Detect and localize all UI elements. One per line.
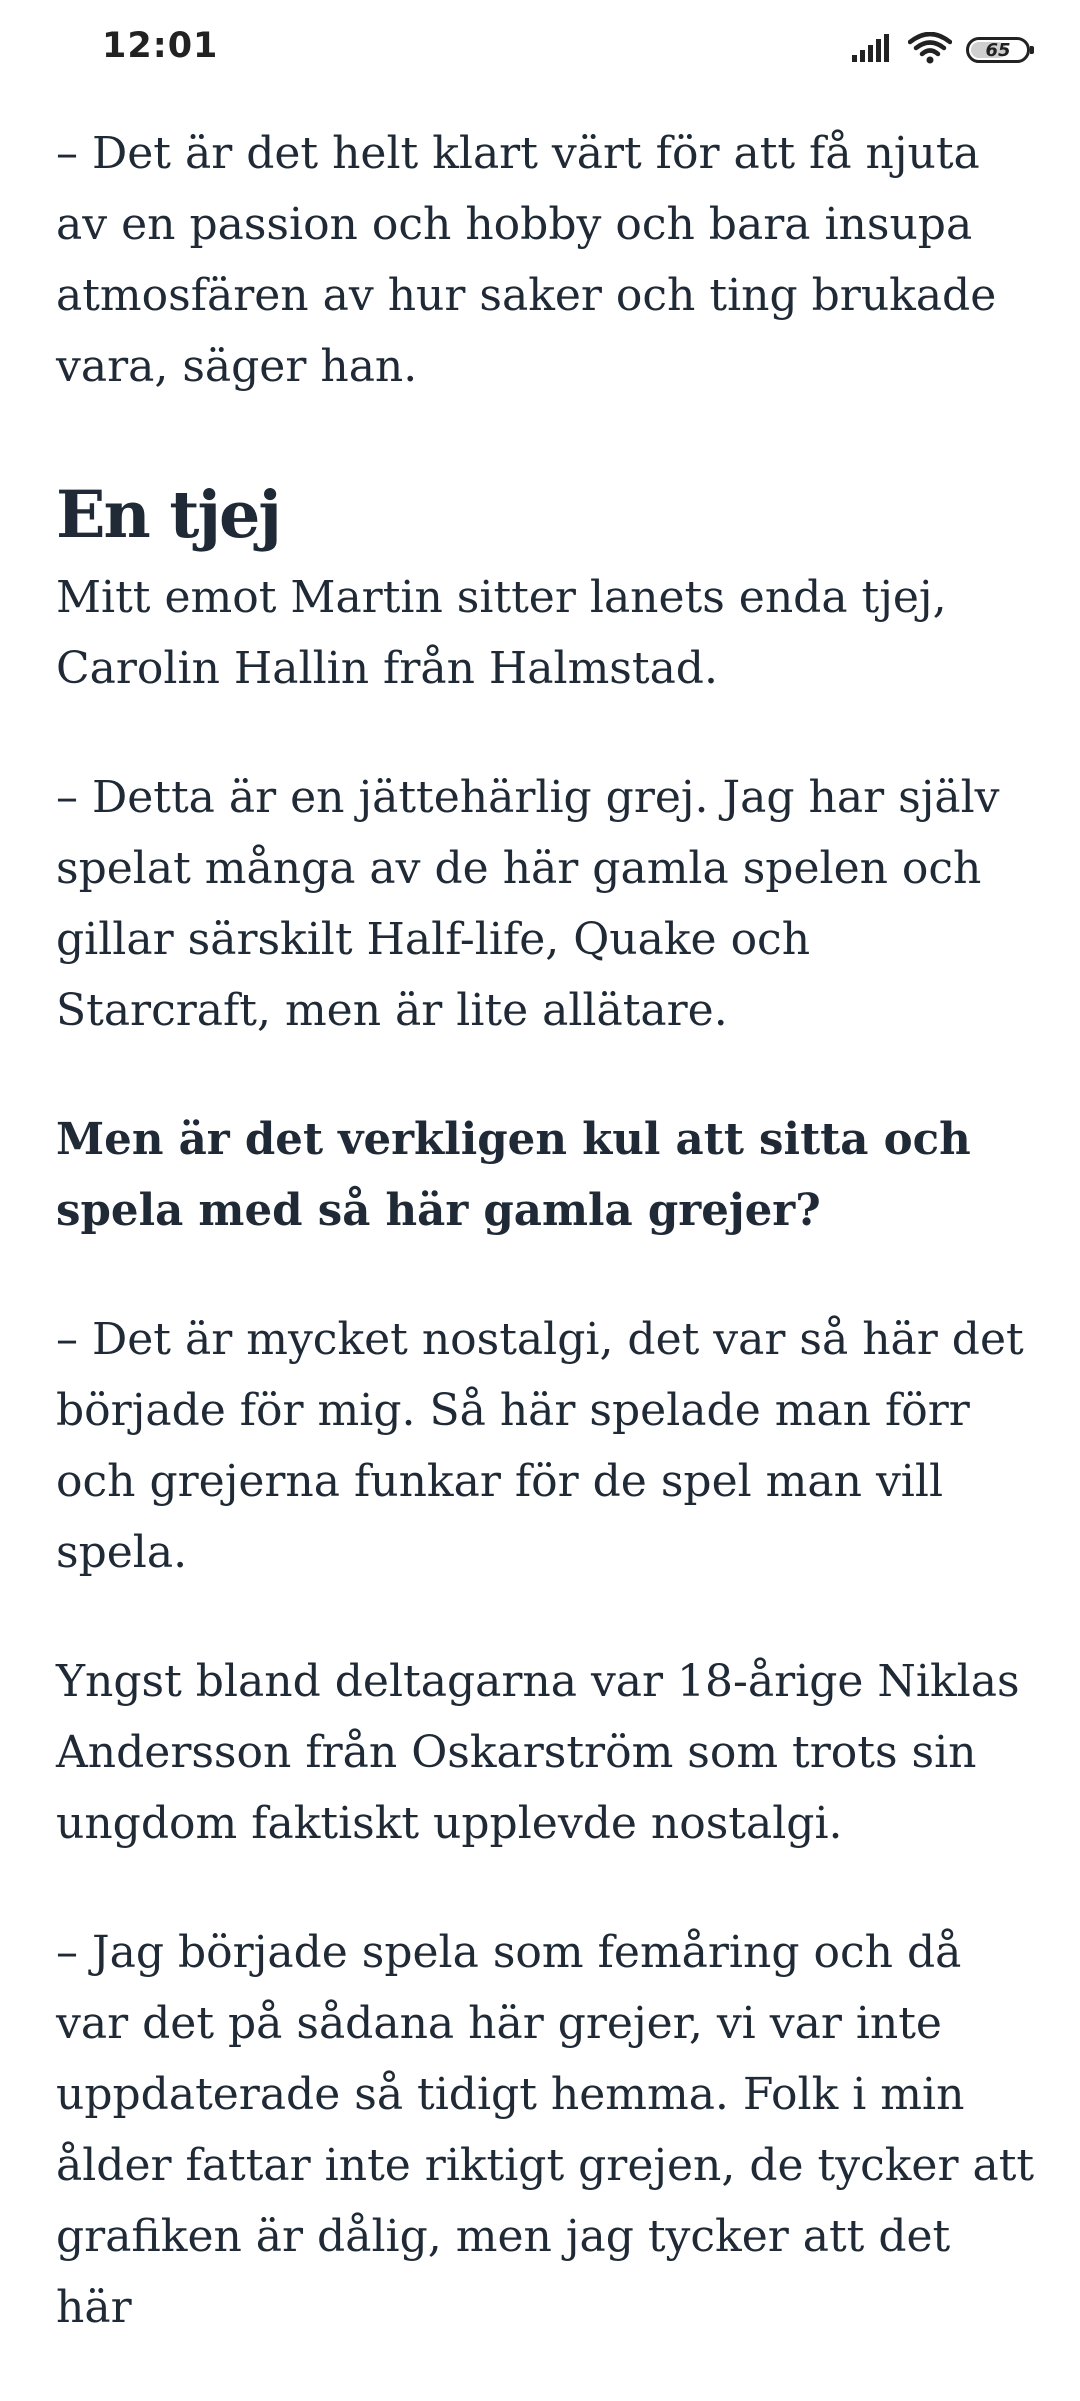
signal-icon: [850, 33, 894, 67]
article-paragraph: – Detta är en jättehärlig grej. Jag har själv spelat många av de här gamla spelen och gillar särskilt Half-life, Quake och Starcraft, men är lite allätare.: [56, 772, 1000, 1036]
article-body: [56, 118, 1036, 2401]
status-bar: [0, 0, 1080, 100]
article-paragraph: – Det är det helt klart värt för att få njuta av en passion och hobby och bara insupa atmosfären av hur saker och ting brukade vara, säger han.: [56, 128, 997, 392]
article-paragraph: – Det är mycket nostalgi, det var så här det började för mig. Så här spelade man förr och grejerna funkar för de spel man vill spela.: [56, 1314, 1024, 1578]
wifi-icon: [908, 32, 952, 68]
battery-icon: [966, 37, 1030, 63]
section-heading: En tjej: [56, 477, 280, 553]
article-paragraph: – Jag började spela som femåring och då var det på sådana här grejer, vi var inte uppdaterade så tidigt hemma. Folk i min ålder fattar inte riktigt grejen, de tycker att grafiken är dålig, men jag tycker att det här: [56, 1927, 1035, 2333]
status-time: 12:01: [102, 26, 219, 66]
article-paragraph: Mitt emot Martin sitter lanets enda tjej, Carolin Hallin från Halmstad.: [56, 572, 947, 694]
battery-level-text: 65: [985, 39, 1011, 61]
status-icons: [850, 30, 1030, 70]
interview-question: Men är det verkligen kul att sitta och spela med så här gamla grejer?: [56, 1114, 971, 1236]
article-paragraph: Yngst bland deltagarna var 18-årige Niklas Andersson från Oskarström som trots sin ungdom faktiskt upplevde nostalgi.: [56, 1656, 1020, 1849]
